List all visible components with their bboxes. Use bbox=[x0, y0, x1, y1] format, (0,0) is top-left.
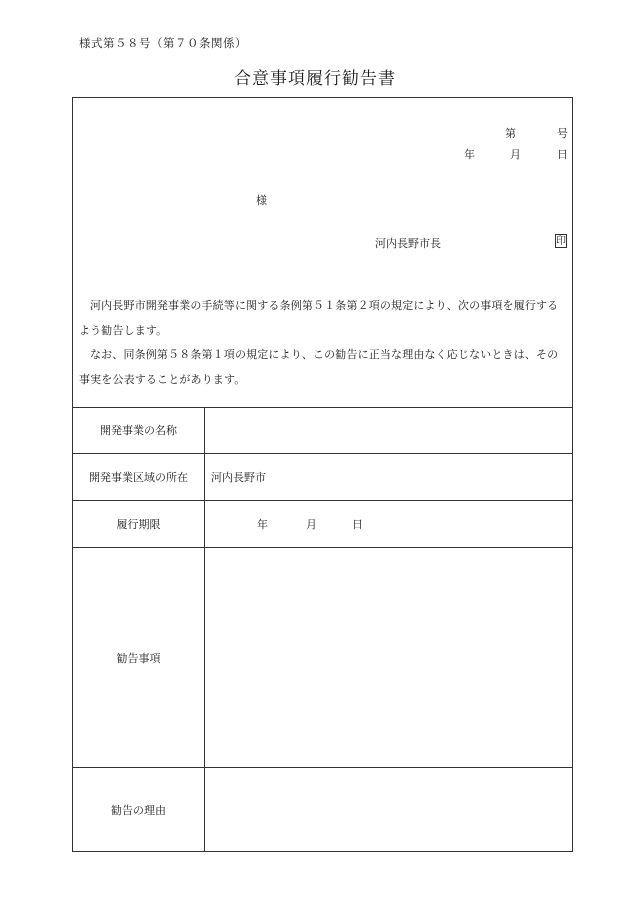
deadline-day: 日 bbox=[352, 518, 363, 531]
form-number: 様式第５８号（第７０条関係） bbox=[79, 36, 247, 50]
notice-paragraph-1: 河内長野市開発事業の手続等に関する条例第５１条第２項の規定により、次の事項を履行するよう勧告します。 bbox=[79, 299, 559, 337]
recommendation-label: 勧告事項 bbox=[73, 548, 205, 767]
notice-header bbox=[73, 98, 572, 408]
document-title: 合意事項履行勧告書 bbox=[234, 69, 396, 89]
deadline-year: 年 bbox=[257, 518, 268, 531]
row-project-location bbox=[73, 454, 572, 501]
form-frame bbox=[72, 97, 573, 852]
deadline-label: 履行期限 bbox=[73, 501, 205, 547]
reason-label: 勧告の理由 bbox=[73, 768, 205, 851]
project-name-value[interactable] bbox=[205, 407, 572, 453]
recommendation-value[interactable] bbox=[205, 548, 572, 767]
notice-body bbox=[79, 294, 569, 392]
row-reason bbox=[73, 768, 572, 851]
date-year: 年 bbox=[464, 148, 475, 161]
number-suffix: 号 bbox=[557, 127, 568, 140]
deadline-value[interactable] bbox=[205, 501, 572, 547]
date-day: 日 bbox=[557, 148, 568, 161]
notice-paragraph-2: なお、同条例第５８条第１項の規定により、この勧告に正当な理由なく応じないときは、その事実を公表することがあります。 bbox=[79, 348, 559, 386]
date-month: 月 bbox=[510, 148, 521, 161]
row-deadline bbox=[73, 501, 572, 548]
issuer-name: 河内長野市長 bbox=[375, 237, 441, 250]
reason-value[interactable] bbox=[205, 768, 572, 851]
deadline-month: 月 bbox=[306, 518, 317, 531]
number-prefix: 第 bbox=[505, 127, 516, 140]
addressee-suffix: 様 bbox=[256, 194, 267, 207]
row-project-name bbox=[73, 407, 572, 454]
project-location-value[interactable]: 河内長野市 bbox=[211, 471, 266, 484]
seal-mark: 印 bbox=[556, 236, 566, 247]
project-location-label: 開発事業区域の所在 bbox=[73, 454, 205, 500]
project-name-label: 開発事業の名称 bbox=[73, 407, 205, 453]
row-recommendation bbox=[73, 548, 572, 768]
